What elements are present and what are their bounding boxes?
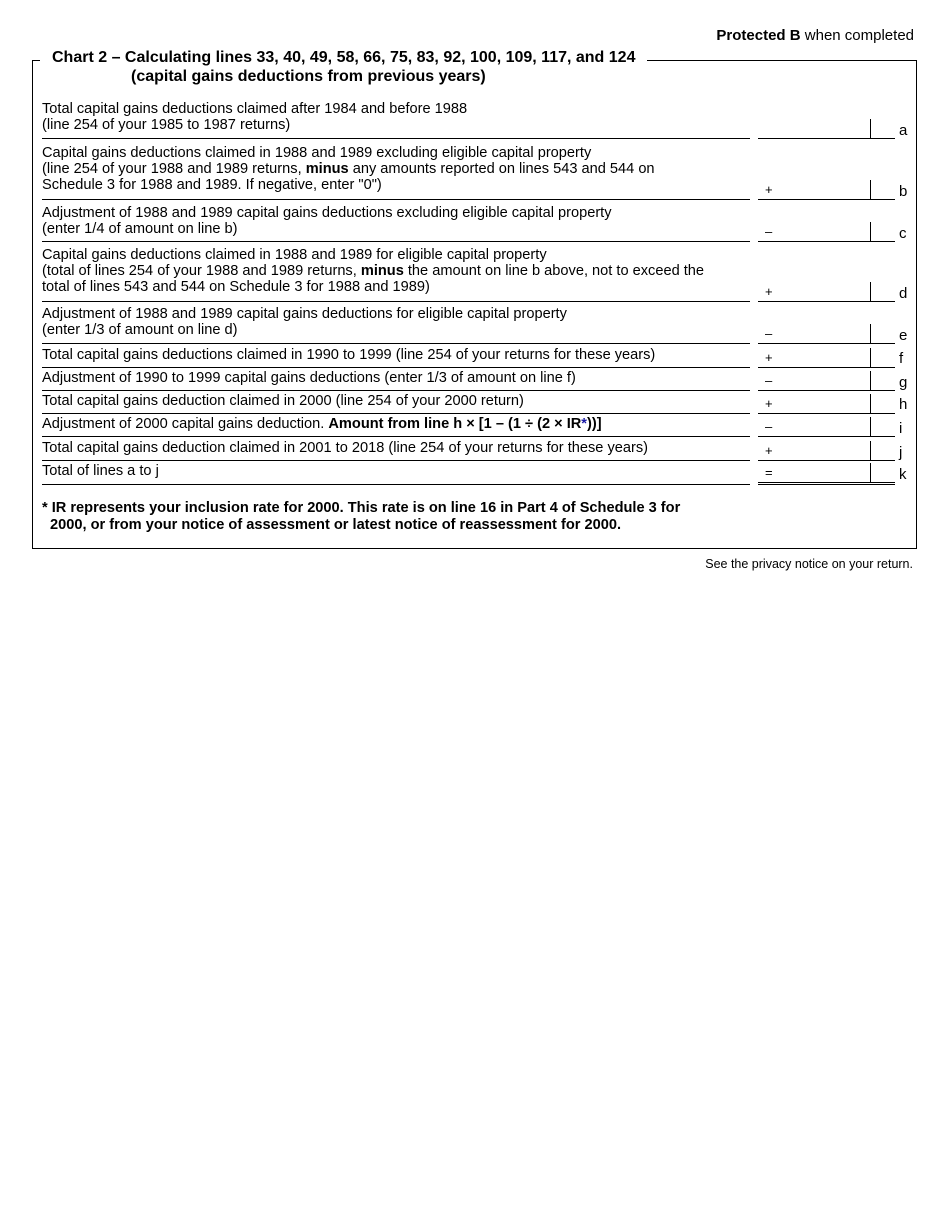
- line-d-text-2a: (total of lines 254 of your 1988 and 1989 returns,: [42, 263, 361, 279]
- protected-b-suffix: when completed: [804, 27, 914, 44]
- line-k-row: [42, 463, 907, 485]
- line-e-text-2: (enter 1/3 of amount on line d): [42, 322, 238, 338]
- cents-divider: [870, 371, 871, 390]
- privacy-notice: See the privacy notice on your return.: [705, 557, 913, 571]
- line-d-amount-field[interactable]: [758, 282, 895, 302]
- line-i-formula: Amount from line h × [1 – (1 ÷ (2 × IR: [328, 416, 582, 432]
- line-g-operator: –: [765, 373, 773, 388]
- line-j-description: [42, 440, 750, 461]
- line-j-operator: +: [765, 443, 773, 458]
- line-g-amount-field[interactable]: [758, 371, 895, 391]
- line-c-amount-field[interactable]: [758, 222, 895, 242]
- line-d-row: [42, 247, 908, 302]
- line-d-text-2b: the amount on line b above, not to exceed the: [403, 263, 705, 279]
- cents-divider: [870, 441, 871, 460]
- line-f-amount-field[interactable]: [758, 348, 895, 368]
- line-b-text-2a: (line 254 of your 1988 and 1989 returns,: [42, 161, 306, 177]
- line-b-description: [42, 145, 750, 200]
- line-a-text-2: (line 254 of your 1985 to 1987 returns): [42, 117, 291, 133]
- line-e-letter: e: [899, 327, 908, 344]
- line-j-row: [42, 440, 902, 461]
- line-c-operator: –: [765, 224, 773, 239]
- line-i-star: *: [581, 416, 587, 432]
- line-d-text-1: Capital gains deductions claimed in 1988 and 1989 for eligible capital property: [42, 247, 547, 263]
- line-k-letter: k: [899, 466, 907, 483]
- line-i-description: [42, 416, 750, 437]
- line-c-letter: c: [899, 225, 907, 242]
- line-e-row: [42, 306, 908, 344]
- chart-title: [40, 48, 647, 86]
- line-e-description: [42, 306, 750, 344]
- line-g-letter: g: [899, 374, 908, 391]
- chart-title-line1: Chart 2 – Calculating lines 33, 40, 49, 58, 66, 75, 83, 92, 100, 109, 117, and 124: [52, 49, 636, 66]
- cents-divider: [870, 463, 871, 482]
- line-f-text-1: Total capital gains deductions claimed in 1990 to 1999 (line 254 of your returns for these years): [42, 347, 656, 363]
- line-b-text-2-bold: minus: [305, 161, 349, 177]
- line-h-operator: +: [765, 396, 773, 411]
- line-a-amount-field[interactable]: [758, 119, 895, 139]
- line-a-letter: a: [899, 122, 908, 139]
- line-c-description: [42, 205, 750, 242]
- line-b-row: [42, 145, 908, 200]
- cents-divider: [870, 417, 871, 436]
- line-h-description: [42, 393, 750, 414]
- cents-divider: [870, 394, 871, 413]
- line-b-letter: b: [899, 183, 908, 200]
- line-h-letter: h: [899, 396, 908, 413]
- cents-divider: [870, 324, 871, 343]
- line-k-operator: =: [765, 465, 773, 480]
- line-g-row: [42, 370, 908, 391]
- line-f-description: [42, 347, 750, 368]
- footnote-line2: 2000, or from your notice of assessment or latest notice of reassessment for 2000.: [50, 517, 621, 533]
- line-b-text-1: Capital gains deductions claimed in 1988 and 1989 excluding eligible capital property: [42, 145, 592, 161]
- line-b-text-3: Schedule 3 for 1988 and 1989. If negative, enter "0"): [42, 177, 382, 193]
- line-e-operator: –: [765, 326, 773, 341]
- ir-footnote: [42, 500, 762, 534]
- line-h-row: [42, 393, 908, 414]
- line-g-description: [42, 370, 750, 391]
- line-d-description: [42, 247, 750, 302]
- cents-divider: [870, 222, 871, 241]
- line-i-operator: –: [765, 419, 773, 434]
- protected-b-notice: [716, 27, 914, 44]
- line-g-text-1: Adjustment of 1990 to 1999 capital gains deductions (enter 1/3 of amount on line f): [42, 370, 576, 386]
- line-k-total-field[interactable]: [758, 463, 895, 485]
- line-c-text-2: (enter 1/4 of amount on line b): [42, 221, 238, 237]
- line-b-text-2: [42, 161, 750, 177]
- protected-b-label: Protected B: [716, 27, 801, 44]
- line-j-text-1: Total capital gains deduction claimed in 2001 to 2018 (line 254 of your returns for these years): [42, 440, 648, 456]
- line-i-letter: i: [899, 420, 903, 437]
- line-i-row: [42, 416, 902, 437]
- line-c-text-1: Adjustment of 1988 and 1989 capital gains deductions excluding eligible capital property: [42, 205, 612, 221]
- line-a-text-1: Total capital gains deductions claimed after 1984 and before 1988: [42, 101, 468, 117]
- line-d-text-2-bold: minus: [360, 263, 404, 279]
- line-j-letter: j: [899, 444, 903, 461]
- chart-title-line2: (capital gains deductions from previous years): [131, 68, 486, 85]
- cents-divider: [870, 119, 871, 138]
- line-b-operator: +: [765, 182, 773, 197]
- line-a-row: [42, 101, 908, 139]
- line-f-letter: f: [899, 350, 904, 367]
- line-f-operator: +: [765, 350, 773, 365]
- cents-divider: [870, 348, 871, 367]
- line-d-letter: d: [899, 285, 908, 302]
- cents-divider: [870, 180, 871, 199]
- line-h-amount-field[interactable]: [758, 394, 895, 414]
- line-b-text-2b: any amounts reported on lines 543 and 544 on: [348, 161, 655, 177]
- line-d-text-2: [42, 263, 750, 279]
- line-j-amount-field[interactable]: [758, 441, 895, 461]
- line-k-description: [42, 463, 750, 485]
- line-d-text-3: total of lines 543 and 544 on Schedule 3 for 1988 and 1989): [42, 279, 430, 295]
- line-d-operator: +: [765, 284, 773, 299]
- line-i-amount-field[interactable]: [758, 417, 895, 437]
- line-i-text-plain: Adjustment of 2000 capital gains deduction.: [42, 416, 329, 432]
- line-i-formula-end: ))]: [586, 416, 602, 432]
- line-a-description: [42, 101, 750, 139]
- footnote-line1: * IR represents your inclusion rate for 2000. This rate is on line 16 in Part 4 of Schedule 3 for: [42, 500, 681, 516]
- line-c-row: [42, 205, 907, 242]
- line-b-amount-field[interactable]: [758, 180, 895, 200]
- line-k-text-1: Total of lines a to j: [42, 463, 159, 479]
- line-e-amount-field[interactable]: [758, 324, 895, 344]
- line-e-text-1: Adjustment of 1988 and 1989 capital gains deductions for eligible capital property: [42, 306, 567, 322]
- line-h-text-1: Total capital gains deduction claimed in 2000 (line 254 of your 2000 return): [42, 393, 524, 409]
- cents-divider: [870, 282, 871, 301]
- line-f-row: [42, 347, 902, 368]
- line-i-text-1: [42, 416, 750, 432]
